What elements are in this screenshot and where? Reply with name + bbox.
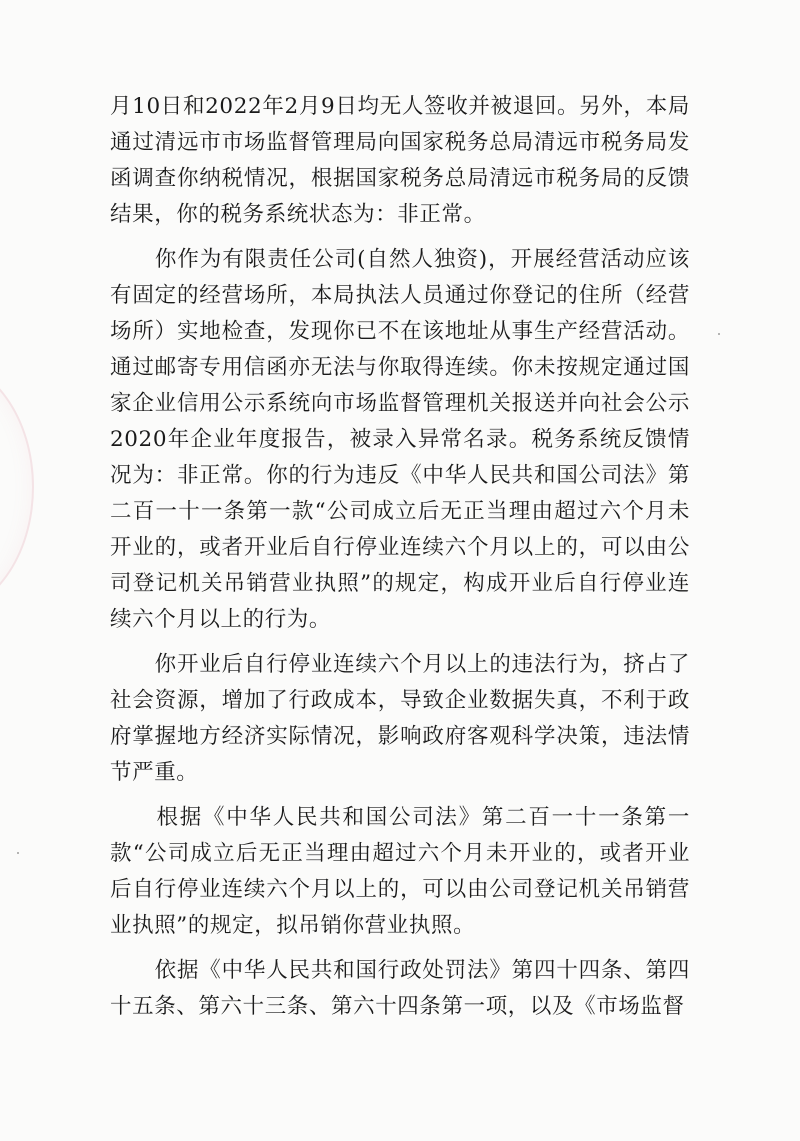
red-seal-edge (0, 360, 34, 614)
paragraph: 根据《中华人民共和国公司法》第二百一十一条第一款“公司成立后无正当理由超过六个月未开业的，或者开业后自行停业连续六个月以上的，可以由公司登记机关吊销营业执照”的规定，拟吊销你营业执照。 (110, 805, 690, 938)
paragraph: 你作为有限责任公司(自然人独资)，开展经营活动应该有固定的经营场所，本局执法人员通过你登记的住所（经营场所）实地检查，发现你已不在该地址从事生产经营活动。通过邮寄专用信函亦无法与你取得连续。你未按规定通过国家企业信用公示系统向市场监督管理机关报送并向社会公示2020年企业年度报告，被录入异常名录。税务系统反馈情况为：非正常。你的行为违反《中华人民共和国公司法》第二百一十一条第一款“公司成立后无正当理由超过六个月未开业的，或者开业后自行停业连续六个月以上的，可以由公司登记机关吊销营业执照”的规定，构成开业后自行停业连续六个月以上的行为。 (110, 247, 690, 632)
scan-speck (718, 333, 720, 335)
paragraph: 依据《中华人民共和国行政处罚法》第四十四条、第四十五条、第六十三条、第六十四条第一项，以及《市场监督 (110, 958, 690, 1019)
paragraph: 月10日和2022年2月9日均无人签收并被退回。另外，本局通过清远市市场监督管理局向国家税务总局清远市税务局发函调查你纳税情况，根据国家税务总局清远市税务局的反馈结果，你的税务系统状态为：非正常。 (110, 94, 690, 227)
scan-speck (17, 852, 19, 854)
document-body (110, 89, 690, 1025)
paragraph: 你开业后自行停业连续六个月以上的违法行为，挤占了社会资源，增加了行政成本，导致企业数据失真，不利于政府掌握地方经济实际情况，影响政府客观科学决策，违法情节严重。 (110, 652, 690, 785)
